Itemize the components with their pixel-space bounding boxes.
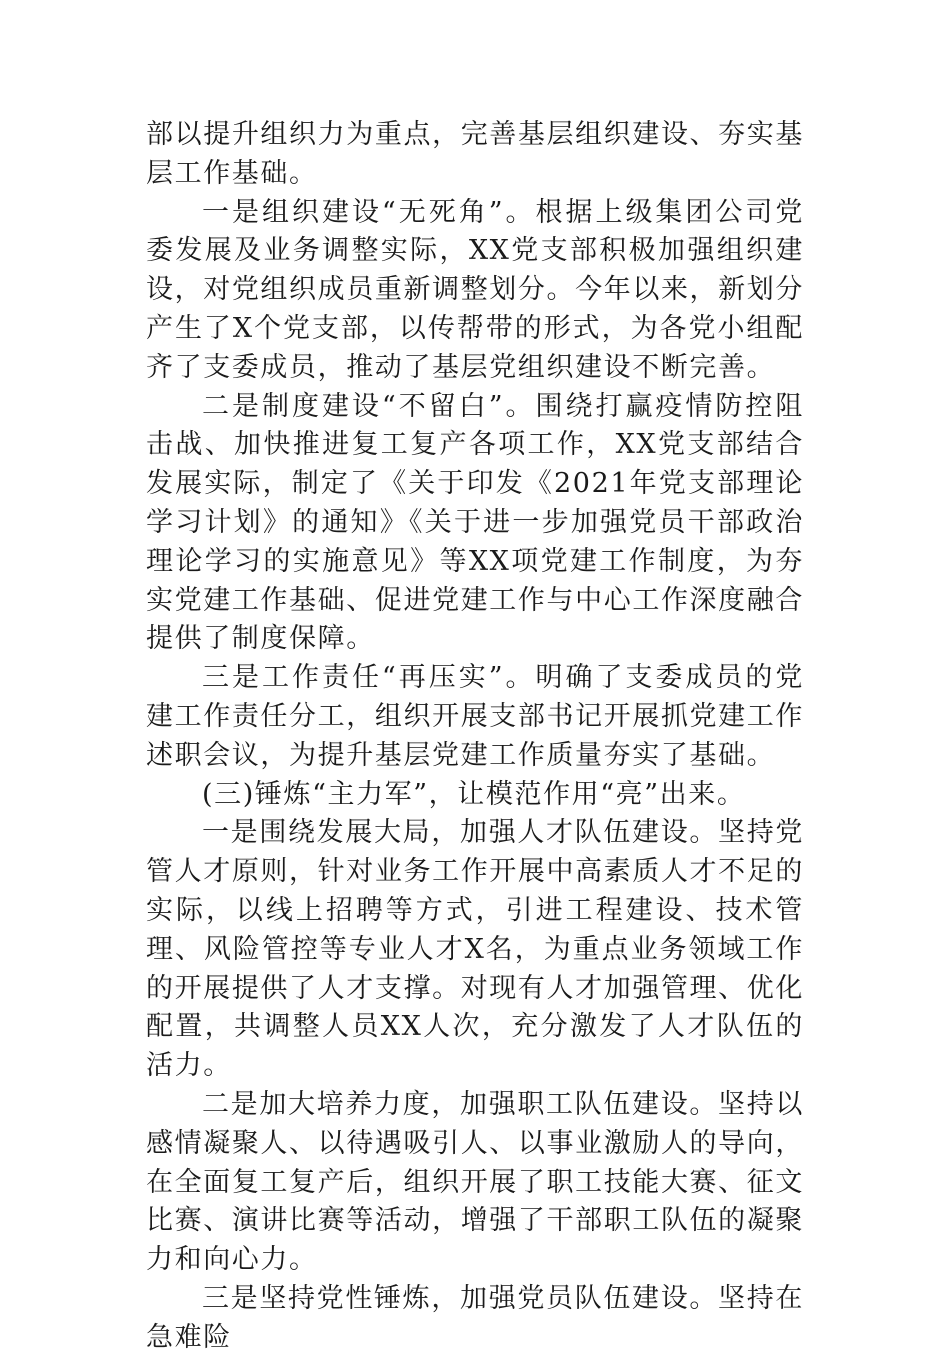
paragraph-talent-team: 一是围绕发展大局，加强人才队伍建设。坚持党管人才原则，针对业务工作开展中高素质人才不足的实际，以线上招聘等方式，引进工程建设、技术管理、风险管控等专业人才X名，为重点业务领域工作的开展提供了人才支撑。对现有人才加强管理、优化配置，共调整人员XX人次，充分激发了人才队伍的活力。 xyxy=(146,817,804,1082)
paragraph-system-construction: 二是制度建设“不留白”。围绕打赢疫情防控阻击战、加快推进复工复产各项工作，XX党支部结合发展实际，制定了《关于印发《2021年党支部理论学习计划》的通知》《关于进一步加强党员干部政治理论学习的实施意见》等XX项党建工作制度，为夯实党建工作基础、促进党建工作与中心工作深度融合提供了制度保障。 xyxy=(146,390,804,655)
section-heading-three: (三)锤炼“主力军”，让模范作用“亮”出来。 xyxy=(202,778,746,810)
paragraph-work-responsibility: 三是工作责任“再压实”。明确了支委成员的党建工作责任分工，组织开展支部书记开展抓党建工作述职会议，为提升基层党建工作质量夯实了基础。 xyxy=(146,662,804,771)
paragraph-continuation: 部以提升组织力为重点，完善基层组织建设、夯实基层工作基础。 xyxy=(146,119,804,189)
paragraph-staff-team: 二是加大培养力度，加强职工队伍建设。坚持以感情凝聚人、以待遇吸引人、以事业激励人的导向，在全面复工复产后，组织开展了职工技能大赛、征文比赛、演讲比赛等活动，增强了干部职工队伍的凝聚力和向心力。 xyxy=(146,1088,804,1276)
paragraph-party-member-team: 三是坚持党性锤炼，加强党员队伍建设。坚持在急难险 xyxy=(146,1282,804,1353)
document-body xyxy=(146,116,804,1358)
paragraph-organization-construction: 一是组织建设“无死角”。根据上级集团公司党委发展及业务调整实际，XX党支部积极加强组织建设，对党组织成员重新调整划分。今年以来，新划分产生了X个党支部，以传帮带的形式，为各党小组配齐了支委成员，推动了基层党组织建设不断完善。 xyxy=(146,196,804,383)
